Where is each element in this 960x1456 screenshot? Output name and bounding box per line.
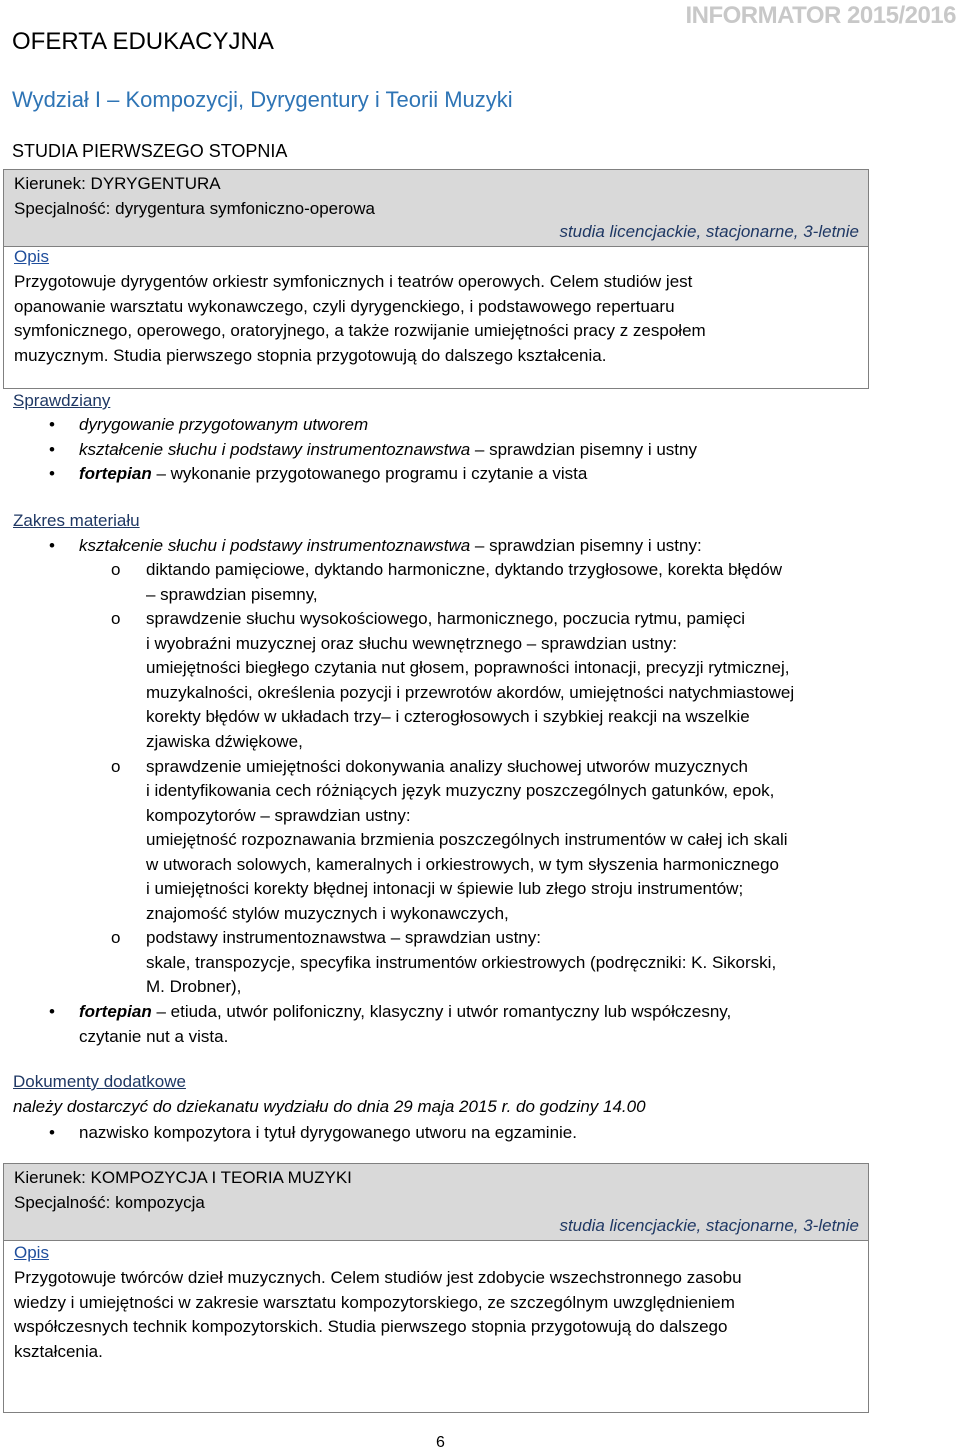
- bullet-icon: •: [49, 1123, 55, 1142]
- program-header: [4, 170, 868, 247]
- header-brand: INFORMATOR 2015/2016: [685, 2, 956, 29]
- program-box-kompozycja: [3, 1163, 869, 1413]
- sub-line: umiejętności biegłego czytania nut głosem, poprawności intonacji, precyzji rytmicznej,: [146, 658, 790, 677]
- sub-line: i identyfikowania cech różniących język muzyczny poszczególnych gatunków, epok,: [146, 781, 775, 800]
- zakres-subject: kształcenie słuchu i podstawy instrumentoznawstwa: [79, 536, 471, 555]
- program-box-dyrygentura: [3, 169, 869, 389]
- sprawdzian-desc: – sprawdzian pisemny i ustny: [470, 440, 697, 459]
- sub-line: w utworach solowych, kameralnych i orkiestrowych, w tym słyszenia harmonicznego: [146, 855, 780, 874]
- sprawdzian-subject: fortepian: [79, 464, 152, 483]
- opis-line: Przygotowuje dyrygentów orkiestr symfonicznych i teatrów operowych. Celem studiów jest: [14, 272, 693, 291]
- program-kierunek: Kierunek: DYRYGENTURA: [14, 174, 221, 193]
- sprawdzian-item: [79, 415, 368, 435]
- sprawdzian-subject: kształcenie słuchu i podstawy instrumentoznawstwa: [79, 440, 471, 459]
- zakres-subject: fortepian: [79, 1002, 152, 1021]
- bullet-icon: •: [49, 440, 55, 459]
- program-specjalnosc: Specjalność: dyrygentura symfoniczno-operowa: [14, 199, 375, 218]
- zakres-item: [79, 536, 702, 556]
- sub-line: skale, transpozycje, specyfika instrumentów orkiestrowych (podręczniki: K. Sikorski,: [146, 953, 777, 972]
- sub-line: i wyobraźni muzycznej oraz słuchu wewnętrznego – sprawdzian ustny:: [146, 634, 678, 653]
- program-mode: studia licencjackie, stacjonarne, 3-letnie: [559, 222, 859, 241]
- sub-line: muzykalności, określenia pozycji i przewrotów akordów, umiejętności natychmiastowej: [146, 683, 795, 702]
- sub-line: diktando pamięciowe, dyktando harmoniczne, dyktando trzygłosowe, korekta błędów: [146, 560, 782, 579]
- sub-bullet-icon: o: [111, 928, 121, 947]
- sprawdzian-item: [79, 464, 587, 484]
- sprawdzian-item: [79, 440, 697, 460]
- sub-line: kompozytorów – sprawdzian ustny:: [146, 806, 411, 825]
- sprawdziany-heading: Sprawdziany: [13, 391, 111, 410]
- sub-bullet-icon: o: [111, 609, 121, 628]
- opis-line: współczesnych technik kompozytorskich. Studia pierwszego stopnia przygotowują do dalszego: [14, 1317, 728, 1336]
- bullet-icon: •: [49, 536, 55, 555]
- opis-heading: Opis: [14, 1243, 49, 1262]
- faculty-title: Wydział I – Kompozycji, Dyrygentury i Teorii Muzyki: [12, 87, 513, 112]
- page-title: OFERTA EDUKACYJNA: [12, 28, 274, 55]
- program-mode: studia licencjackie, stacjonarne, 3-letnie: [559, 1216, 859, 1235]
- opis-heading: Opis: [14, 247, 49, 266]
- opis-line: kształcenia.: [14, 1342, 103, 1361]
- zakres-item: [79, 1002, 731, 1022]
- opis-line: symfonicznego, operowego, oratoryjnego, a także rozwijanie umiejętności pracy z zespołem: [14, 321, 706, 340]
- sub-line: i umiejętności korekty błędnej intonacji w śpiewie lub złego stroju instrumentów;: [146, 879, 744, 898]
- bullet-icon: •: [49, 464, 55, 483]
- dokumenty-item: nazwisko kompozytora i tytuł dyrygowanego utworu na egzaminie.: [79, 1123, 577, 1142]
- sub-bullet-icon: o: [111, 560, 121, 579]
- opis-line: opanowanie warsztatu wykonawczego, czyli dyrygenckiego, i podstawowego repertuaru: [14, 297, 675, 316]
- sprawdzian-subject: dyrygowanie przygotowanym utworem: [79, 415, 369, 434]
- sub-line: korekty błędów w układach trzy– i czterogłosowych i szybkiej reakcji na wszelkie: [146, 707, 750, 726]
- sub-line: znajomość stylów muzycznych i wykonawczych,: [146, 904, 509, 923]
- sub-bullet-icon: o: [111, 757, 121, 776]
- sub-line: sprawdzenie umiejętności dokonywania analizy słuchowej utworów muzycznych: [146, 757, 748, 776]
- opis-line: muzycznym. Studia pierwszego stopnia przygotowują do dalszego kształcenia.: [14, 346, 607, 365]
- zakres-heading: Zakres materiału: [13, 511, 140, 530]
- program-kierunek: Kierunek: KOMPOZYCJA I TEORIA MUZYKI: [14, 1168, 352, 1187]
- zakres-desc: – sprawdzian pisemny i ustny:: [470, 536, 702, 555]
- dokumenty-note: należy dostarczyć do dziekanatu wydziału do dnia 29 maja 2015 r. do godziny 14.00: [13, 1097, 646, 1116]
- page-number: 6: [436, 1434, 445, 1451]
- sub-line: sprawdzenie słuchu wysokościowego, harmonicznego, poczucia rytmu, pamięci: [146, 609, 746, 628]
- opis-line: wiedzy i umiejętności w zakresie warsztatu kompozytorskiego, ze szczególnym uwzględnieniem: [14, 1293, 735, 1312]
- sub-line: zjawiska dźwiękowe,: [146, 732, 303, 751]
- program-header: [4, 1164, 868, 1241]
- study-level: STUDIA PIERWSZEGO STOPNIA: [12, 141, 288, 161]
- opis-line: Przygotowuje twórców dzieł muzycznych. Celem studiów jest zdobycie wszechstronnego zasobu: [14, 1268, 742, 1287]
- program-specjalnosc: Specjalność: kompozycja: [14, 1193, 205, 1212]
- sub-line: – sprawdzian pisemny,: [146, 585, 318, 604]
- bullet-icon: •: [49, 415, 55, 434]
- sub-line: umiejętność rozpoznawania brzmienia poszczególnych instrumentów w całej ich skali: [146, 830, 788, 849]
- sprawdzian-desc: – wykonanie przygotowanego programu i czytanie a vista: [151, 464, 588, 483]
- dokumenty-heading: Dokumenty dodatkowe: [13, 1072, 186, 1091]
- sub-line: M. Drobner),: [146, 977, 242, 996]
- zakres-desc: – etiuda, utwór polifoniczny, klasyczny i utwór romantyczny lub współczesny,: [151, 1002, 732, 1021]
- sub-line: podstawy instrumentoznawstwa – sprawdzian ustny:: [146, 928, 541, 947]
- bullet-icon: •: [49, 1002, 55, 1021]
- zakres-item-continuation: czytanie nut a vista.: [79, 1027, 229, 1046]
